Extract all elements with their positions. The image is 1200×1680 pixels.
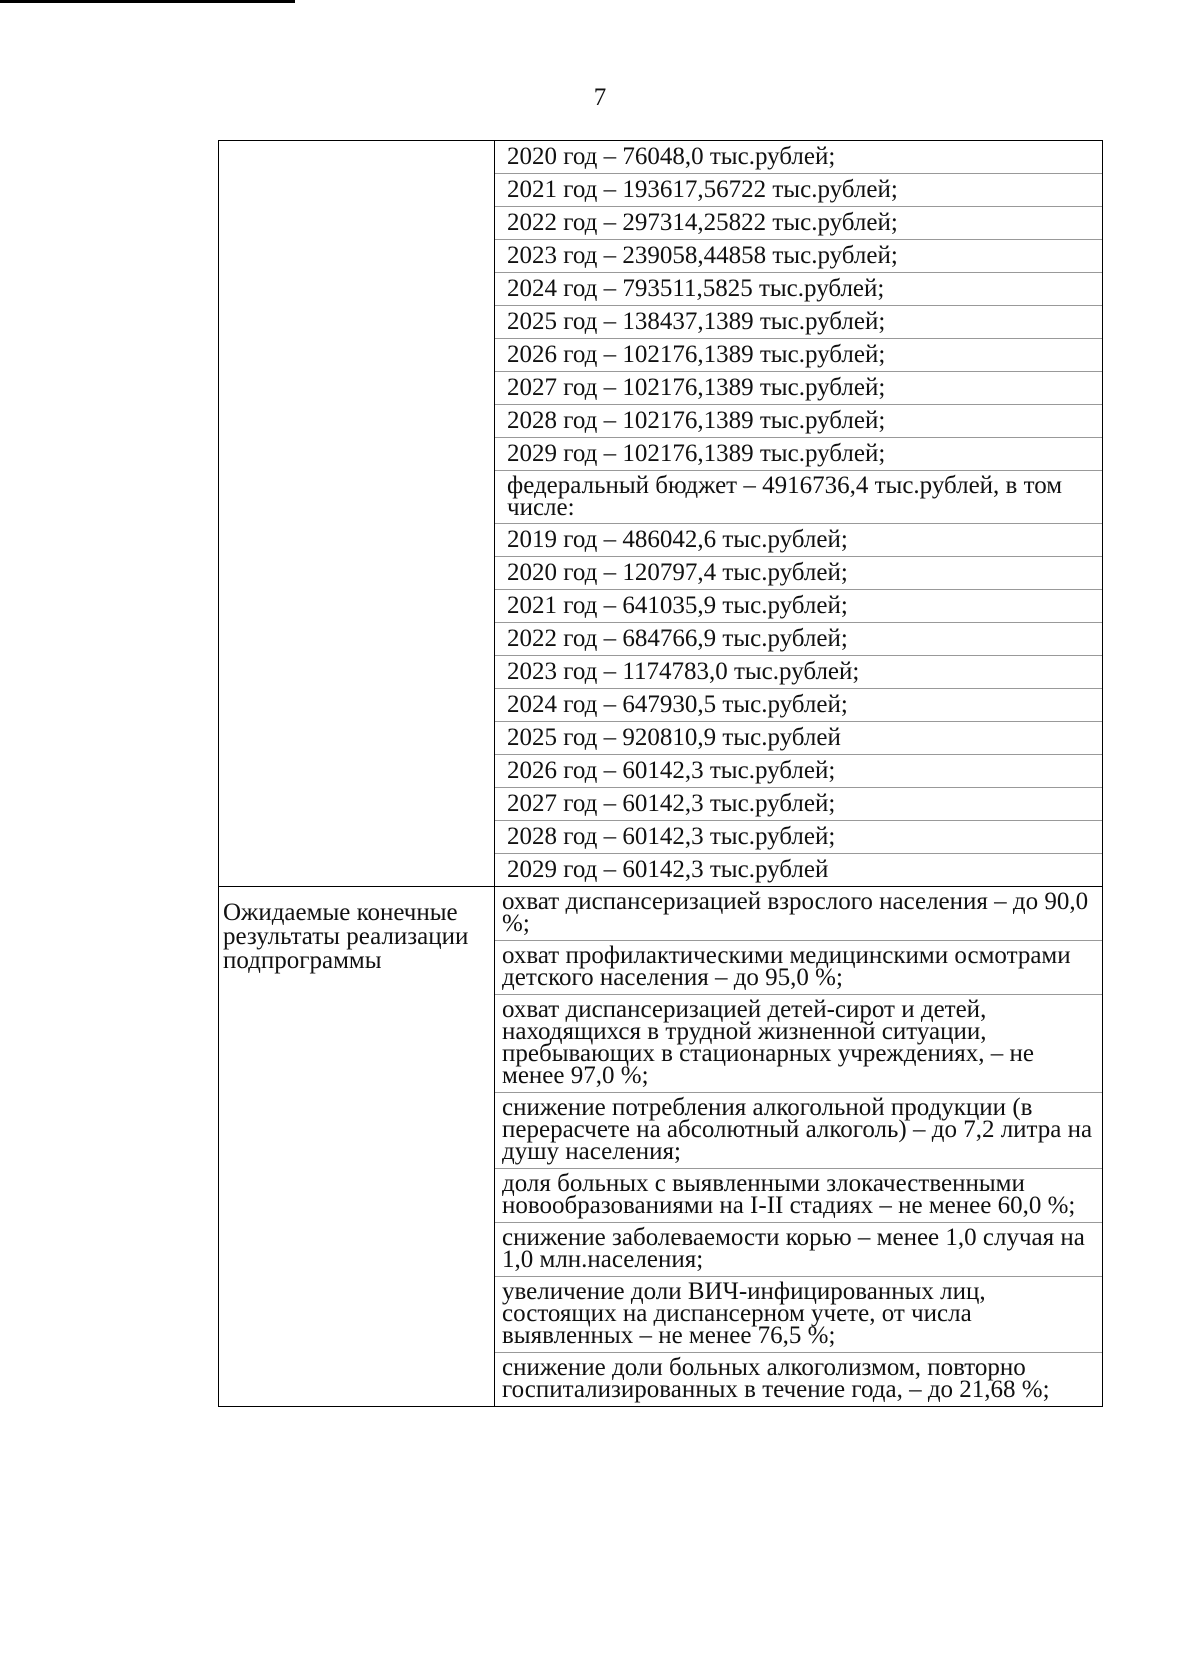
funding-line: 2022 год – 297314,25822 тыс.рублей;	[495, 207, 1102, 240]
result-item: увеличение доли ВИЧ-инфицированных лиц, состоящих на диспансерном учете, от числа выявленных – не менее 76,5 %;	[495, 1277, 1102, 1353]
expected-results-row	[219, 887, 1103, 1407]
funding-values-cell	[495, 141, 1103, 887]
federal-budget-line: 2020 год – 120797,4 тыс.рублей;	[495, 557, 1102, 590]
funding-label-cell	[219, 141, 495, 887]
funding-line: 2029 год – 102176,1389 тыс.рублей;	[495, 438, 1102, 471]
federal-budget-line: 2027 год – 60142,3 тыс.рублей;	[495, 788, 1102, 821]
funding-line: 2021 год – 193617,56722 тыс.рублей;	[495, 174, 1102, 207]
scan-edge-line	[0, 0, 295, 3]
expected-results-label-cell	[219, 887, 495, 1407]
federal-budget-line: 2022 год – 684766,9 тыс.рублей;	[495, 623, 1102, 656]
funding-line: 2027 год – 102176,1389 тыс.рублей;	[495, 372, 1102, 405]
federal-budget-line: 2019 год – 486042,6 тыс.рублей;	[495, 524, 1102, 557]
federal-budget-line: 2021 год – 641035,9 тыс.рублей;	[495, 590, 1102, 623]
federal-budget-line: 2023 год – 1174783,0 тыс.рублей;	[495, 656, 1102, 689]
page-number: 7	[593, 84, 607, 111]
federal-budget-header: федеральный бюджет – 4916736,4 тыс.рублей, в том числе:	[495, 471, 1102, 524]
federal-budget-line: 2024 год – 647930,5 тыс.рублей;	[495, 689, 1102, 722]
result-item: снижение потребления алкогольной продукции (в перерасчете на абсолютный алкоголь) – до 7,2 литра на душу населения;	[495, 1093, 1102, 1169]
federal-budget-line: 2029 год – 60142,3 тыс.рублей	[507, 856, 829, 883]
funding-line: 2024 год – 793511,5825 тыс.рублей;	[495, 273, 1102, 306]
funding-line: 2025 год – 138437,1389 тыс.рублей;	[495, 306, 1102, 339]
federal-budget-line: 2026 год – 60142,3 тыс.рублей;	[495, 755, 1102, 788]
funding-line: 2023 год – 239058,44858 тыс.рублей;	[495, 240, 1102, 273]
result-item: охват диспансеризацией детей-сирот и детей, находящихся в трудной жизненной ситуации, пребывающих в стационарных учреждениях, – не менее 97,0 %;	[495, 995, 1102, 1093]
funding-line: 2028 год – 102176,1389 тыс.рублей;	[495, 405, 1102, 438]
federal-budget-line: 2025 год – 920810,9 тыс.рублей	[495, 722, 1102, 755]
funding-row	[219, 141, 1103, 887]
result-item: доля больных с выявленными злокачественными новообразованиями на I-II стадиях – не менее 60,0 %;	[495, 1169, 1102, 1223]
result-item: снижение доли больных алкоголизмом, повторно госпитализированных в течение года, – до 21,68 %;	[502, 1354, 1050, 1403]
program-passport-table	[218, 140, 1103, 1407]
expected-results-label: Ожидаемые конечные результаты реализации подпрограммы	[223, 899, 469, 974]
result-item: охват профилактическими медицинскими осмотрами детского населения – до 95,0 %;	[495, 941, 1102, 995]
result-item: охват диспансеризацией взрослого населения – до 90,0 %;	[495, 887, 1102, 941]
funding-line: 2020 год – 76048,0 тыс.рублей;	[495, 141, 1102, 174]
result-item: снижение заболеваемости корью – менее 1,0 случая на 1,0 млн.населения;	[495, 1223, 1102, 1277]
funding-line: 2026 год – 102176,1389 тыс.рублей;	[495, 339, 1102, 372]
federal-budget-line: 2028 год – 60142,3 тыс.рублей;	[495, 821, 1102, 854]
expected-results-cell	[495, 887, 1103, 1407]
